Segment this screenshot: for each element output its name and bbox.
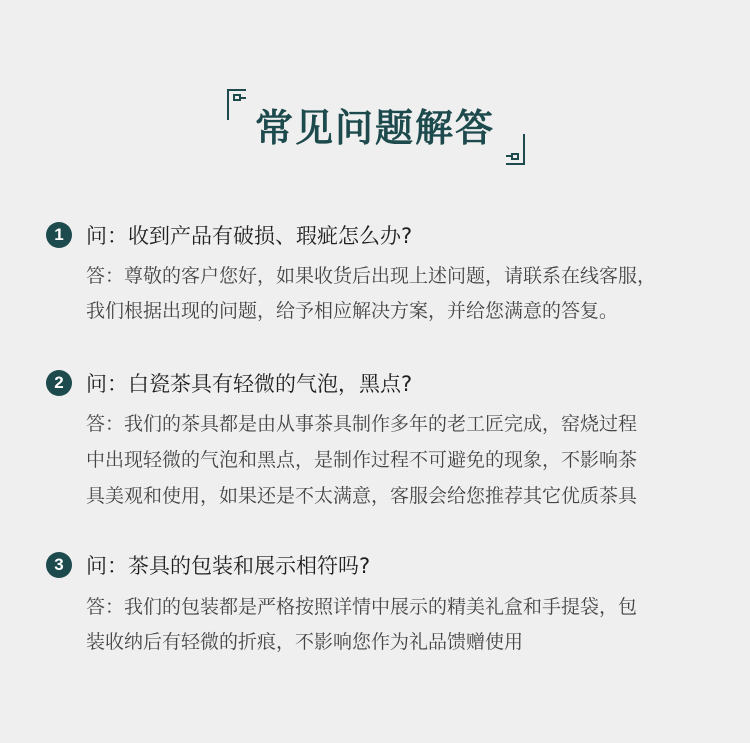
corner-ornament-bottom-right-icon — [488, 128, 528, 168]
faq-question-row — [46, 220, 412, 250]
answer-line: 中出现轻微的气泡和黑点，是制作过程不可避免的现象，不影响茶 — [86, 449, 638, 471]
faq-question-row — [46, 368, 412, 398]
question-number-badge: 3 — [46, 552, 72, 578]
question-number-badge: 2 — [46, 370, 72, 396]
answer-line: 具美观和使用，如果还是不太满意，客服会给您推荐其它优质茶具 — [86, 485, 638, 507]
answer-line: 装收纳后有轻微的折痕，不影响您作为礼品馈赠使用 — [86, 631, 524, 653]
answer-line: 答：尊敬的客户您好，如果收货后出现上述问题，请联系在线客服， — [86, 265, 657, 287]
question-number-badge: 1 — [46, 222, 72, 248]
faq-question-row — [46, 550, 370, 580]
answer-line: 答：我们的包装都是严格按照详情中展示的精美礼盒和手提袋，包 — [86, 596, 638, 618]
faq-header — [0, 0, 750, 180]
page-title: 常见问题解答 — [254, 105, 495, 150]
question-text: 问：收到产品有破损、瑕疵怎么办? — [86, 224, 413, 248]
answer-line: 我们根据出现的问题，给予相应解决方案，并给您满意的答复。 — [86, 300, 619, 322]
answer-line: 答：我们的茶具都是由从事茶具制作多年的老工匠完成，窑烧过程 — [86, 413, 638, 435]
question-text: 问：白瓷茶具有轻微的气泡，黑点? — [86, 372, 413, 396]
question-text: 问：茶具的包装和展示相符吗? — [86, 554, 371, 578]
